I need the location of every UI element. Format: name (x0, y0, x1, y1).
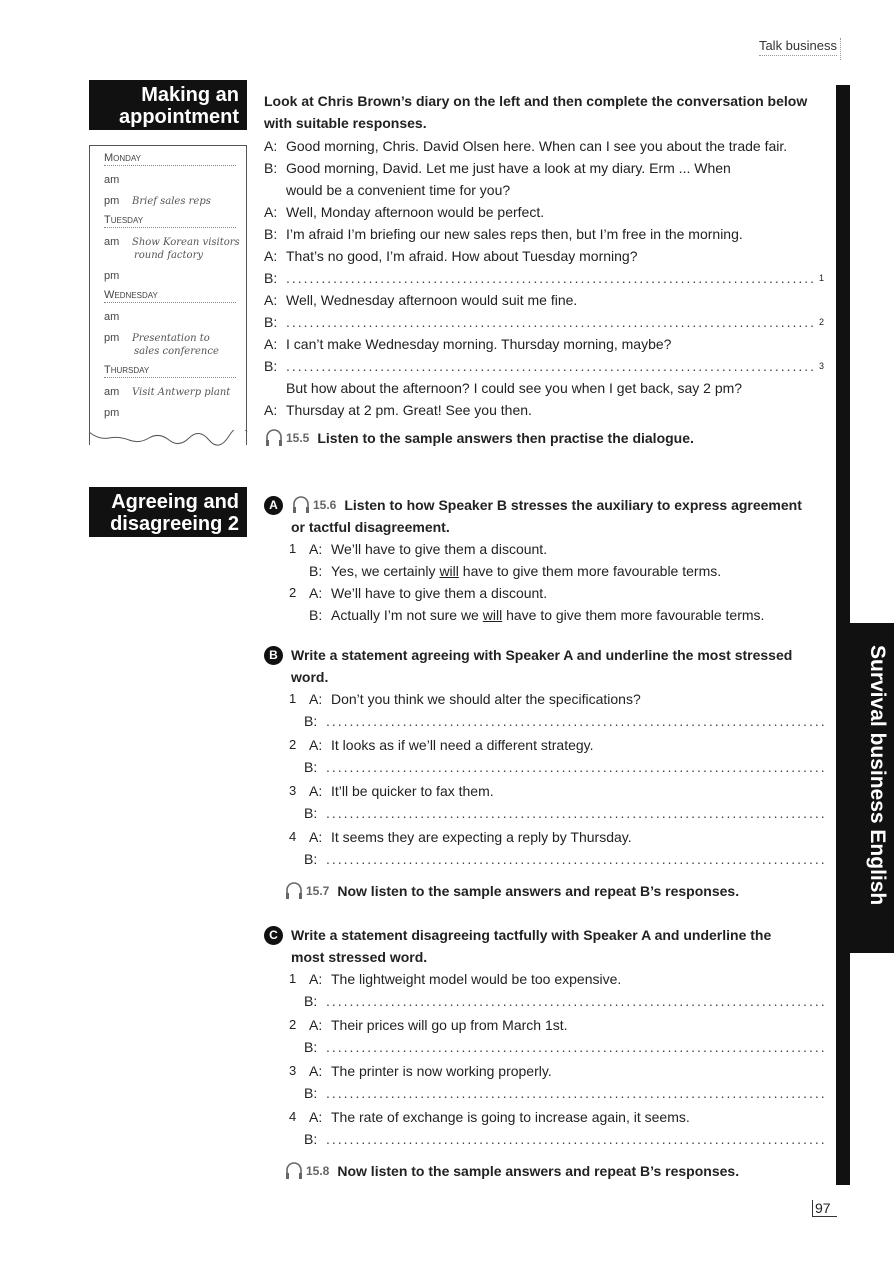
list-item: 2 A: We’ll have to give them a discount. (289, 585, 548, 601)
side-tab-label: Survival business English (866, 645, 889, 906)
list-item: 2 A: Their prices will go up from March 1st. (289, 1017, 568, 1033)
list-item: 1 A: The lightweight model would be too expensive. (289, 971, 622, 987)
answer-blank[interactable]: B: ..... (304, 848, 824, 870)
diary-torn-edge (89, 430, 249, 446)
exercise-c: C Write a statement disagreeing tactfully with Speaker A and underline the most stressed word. 1 A: The lightweight model would be too expensive. B: ..... 2 A: Their prices will go up from March 1st. B: ..... 3 A: The printer is now working properly. B: ..... 4 A: The rate of exchange is going to increase again, it seems. B: ..... 15.8 Now listen to the sample answers and repeat B’s responses. (264, 924, 824, 1182)
headphones-icon (284, 881, 304, 901)
section-title-line: disagreeing 2 (110, 513, 239, 535)
dialogue-line: A: Well, Wednesday afternoon would suit me fine. (264, 292, 578, 308)
answer-blank[interactable]: B: ..... (304, 802, 824, 824)
diary-am-label: am (104, 236, 120, 248)
answer-blank[interactable]: B: ..... (304, 710, 824, 732)
section-title-line: Agreeing and (111, 491, 239, 513)
appointment-exercise (264, 90, 824, 449)
answer-blank[interactable]: B: ..... (304, 756, 824, 778)
answer-blank-3[interactable]: B: ..... 3 (264, 355, 824, 377)
diary-pm-label: pm (104, 270, 120, 282)
list-item: 1 A: We’ll have to give them a discount. (289, 541, 548, 557)
dialogue-line: A: Thursday at 2 pm. Great! See you then. (264, 402, 532, 418)
diary-entry: Presentation to (132, 333, 210, 344)
diary-am-label: am (104, 174, 120, 186)
exercise-b-instruction: B Write a statement agreeing with Speaker A and underline the most stressed (264, 644, 824, 666)
diary-entry: Visit Antwerp plant (132, 387, 231, 398)
diary-entry: Brief sales reps (132, 196, 211, 207)
running-header: Talk business (759, 38, 837, 56)
exercise-a-instruction: A 15.6 Listen to how Speaker B stresses the auxiliary to express agreement (264, 494, 824, 516)
exercise-b: B Write a statement agreeing with Speaker A and underline the most stressed word. 1 A: Don’t you think we should alter the specifications? B: ..... 2 A: It looks as if we’ll need a different strategy. B: ..... 3 A: It’ll be quicker to fax them. B: ..... 4 A: It seems they are expecting a reply by Thursday. B: ..... 15.7 Now listen to the sample answers and repeat B’s responses. (264, 644, 824, 902)
instruction: with suitable responses. (264, 115, 427, 131)
track-number: 15.6 (313, 498, 337, 512)
section-title-line: appointment (119, 106, 239, 128)
dialogue-line: B: Good morning, David. Let me just have a look at my diary. Erm ... When (264, 160, 731, 176)
headphones-icon (284, 1161, 304, 1181)
dialogue-line: A: Good morning, Chris. David Olsen here. When can I see you about the trade fair. (264, 138, 788, 154)
answer-blank[interactable]: B: ..... (304, 1128, 824, 1150)
list-item: 3 A: It’ll be quicker to fax them. (289, 783, 494, 799)
exercise-badge: B (264, 646, 283, 665)
diary-pm-label: pm (104, 195, 120, 207)
dialogue-line: A: Well, Monday afternoon would be perfect. (264, 204, 545, 220)
diary-entry: round factory (134, 250, 203, 261)
listen-prompt: 15.5 Listen to the sample answers then practise the dialogue. (264, 427, 824, 449)
diary (89, 145, 247, 445)
list-item: 1 A: Don’t you think we should alter the specifications? (289, 691, 641, 707)
diary-am-label: am (104, 386, 120, 398)
list-item: 3 A: The printer is now working properly. (289, 1063, 552, 1079)
answer-blank[interactable]: B: ..... (304, 1036, 824, 1058)
exercise-a: A 15.6 Listen to how Speaker B stresses the auxiliary to express agreement or tactful disagreement. 1 A: We’ll have to give them a discount. B: Yes, we certainly will have to give them more favourable terms. 2 A: We’ll have to give them a discount. B: Actually I’m not sure we will have to give them more favourable terms. (264, 494, 824, 626)
header-divider (840, 38, 842, 60)
dialogue-line: A: I can’t make Wednesday morning. Thursday morning, maybe? (264, 336, 672, 352)
answer-blank[interactable]: B: ..... (304, 1082, 824, 1104)
page-number: 97 (812, 1200, 837, 1217)
diary-pm-label: pm (104, 407, 120, 419)
answer-blank[interactable]: B: ..... (304, 990, 824, 1012)
section-title-line: Making an (141, 84, 239, 106)
diary-entry: sales conference (134, 346, 219, 357)
section-title-making-appointment (89, 80, 247, 130)
diary-day-tuesday: Tuesday (104, 208, 236, 228)
list-item: B: Actually I’m not sure we will have to give them more favourable terms. (309, 607, 765, 623)
instruction: Look at Chris Brown’s diary on the left and then complete the conversation below (264, 93, 808, 109)
list-item: 4 A: The rate of exchange is going to increase again, it seems. (289, 1109, 690, 1125)
exercise-c-instruction: C Write a statement disagreeing tactfully with Speaker A and underline the (264, 924, 824, 946)
exercise-badge: A (264, 496, 283, 515)
list-item: 4 A: It seems they are expecting a reply by Thursday. (289, 829, 632, 845)
answer-blank-2[interactable]: B: ..... 2 (264, 311, 824, 333)
dialogue-line: A: That’s no good, I’m afraid. How about Tuesday morning? (264, 248, 638, 264)
list-item: 2 A: It looks as if we’ll need a different strategy. (289, 737, 594, 753)
headphones-icon (264, 428, 284, 448)
dialogue-line: B: I’m afraid I’m briefing our new sales reps then, but I’m free in the morning. (264, 226, 743, 242)
listen-prompt: 15.7 Now listen to the sample answers and repeat B’s responses. (284, 880, 824, 902)
answer-blank-1[interactable]: B: ..... 1 (264, 267, 824, 289)
track-number: 15.5 (286, 431, 310, 445)
headphones-icon (291, 495, 311, 515)
side-tab (836, 85, 894, 1185)
dialogue-line: But how about the afternoon? I could see you when I get back, say 2 pm? (286, 380, 743, 396)
diary-day-wednesday: Wednesday (104, 283, 236, 303)
dialogue-line: would be a convenient time for you? (286, 182, 511, 198)
track-number: 15.8 (306, 1164, 330, 1178)
diary-day-thursday: Thursday (104, 358, 236, 378)
section-title-agreeing-disagreeing (89, 487, 247, 537)
listen-prompt: 15.8 Now listen to the sample answers and repeat B’s responses. (284, 1160, 824, 1182)
diary-day-monday: Monday (104, 146, 236, 166)
exercise-badge: C (264, 926, 283, 945)
list-item: B: Yes, we certainly will have to give them more favourable terms. (309, 563, 722, 579)
track-number: 15.7 (306, 884, 330, 898)
diary-pm-label: pm (104, 332, 120, 344)
diary-entry: Show Korean visitors (132, 237, 240, 248)
diary-am-label: am (104, 311, 120, 323)
